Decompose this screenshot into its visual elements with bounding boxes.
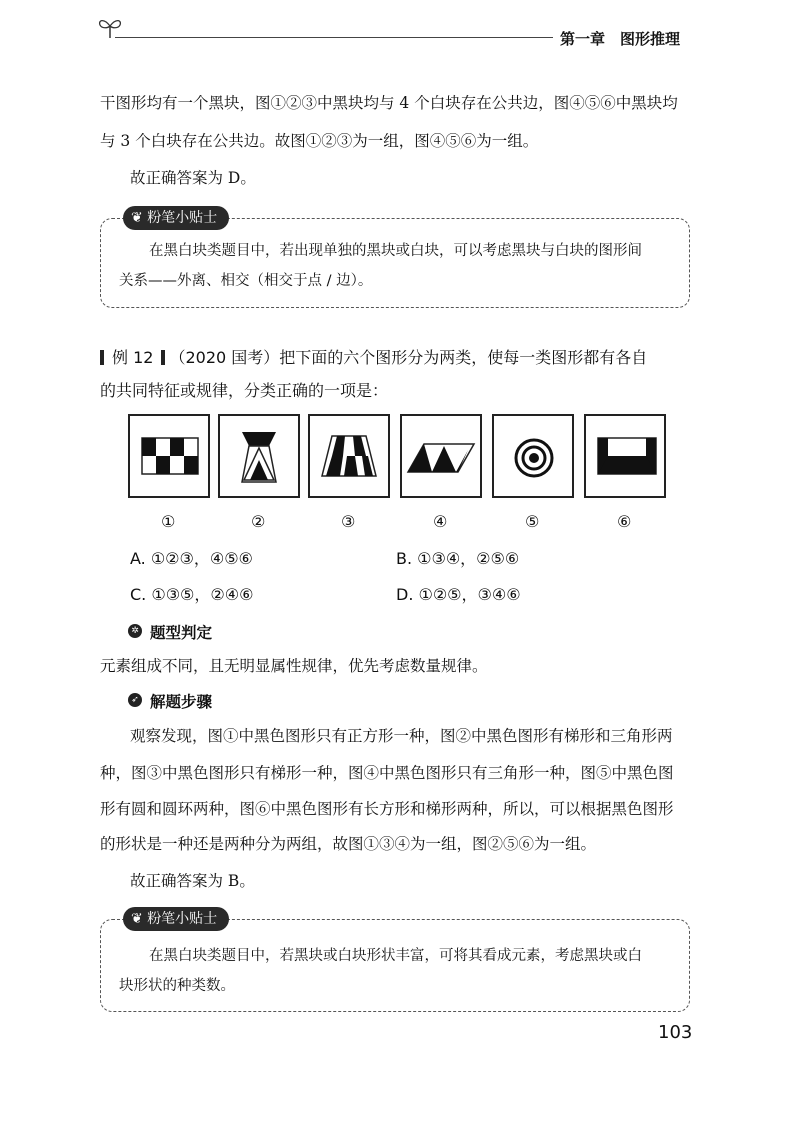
section-type-text: 元素组成不同，且无明显属性规律，优先考虑数量规律。 <box>100 657 488 675</box>
figure-3 <box>308 414 390 498</box>
figure-label-6: ⑥ <box>617 512 632 531</box>
chapter-title: 第一章 图形推理 <box>560 30 681 48</box>
example-tag-bar <box>100 350 104 365</box>
gear-icon: ✲ <box>128 624 142 638</box>
header-rule <box>115 37 553 38</box>
figure-1 <box>128 414 210 498</box>
figure-6 <box>584 414 666 498</box>
figure-2 <box>218 414 300 498</box>
section-type-title: 题型判定 <box>150 624 213 642</box>
example-heading <box>100 345 647 368</box>
option-a: A. ①②③，④⑤⑥ <box>130 549 253 568</box>
tip-box-1 <box>100 210 690 308</box>
intro-answer: 故正确答案为 D。 <box>130 169 256 187</box>
section-steps-title: 解题步骤 <box>150 693 213 711</box>
steps-line-4: 的形状是一种还是两种分为两组，故图①③④为一组，图②⑤⑥为一组。 <box>100 835 597 853</box>
tip-label-2: ❦ 粉笔小贴士 <box>123 907 229 931</box>
tip1-line-2: 关系——外离、相交（相交于点 / 边）。 <box>119 273 373 289</box>
sprout-icon: ❦ <box>131 911 148 927</box>
figure-5 <box>492 414 574 498</box>
intro-line-2: 与 3 个白块存在公共边。故图①②③为一组，图④⑤⑥为一组。 <box>100 132 539 150</box>
tip-box-2 <box>100 911 690 1012</box>
sprout-icon: ❦ <box>131 210 148 226</box>
steps-answer: 故正确答案为 B。 <box>130 872 255 890</box>
tip1-line-1: 在黑白块类题目中，若出现单独的黑块或白块，可以考虑黑块与白块的图形间 <box>149 243 642 259</box>
page-number: 103 <box>658 1022 693 1043</box>
figure-4 <box>400 414 482 498</box>
tip2-line-1: 在黑白块类题目中，若黑块或白块形状丰富，可将其看成元素，考虑黑块或白 <box>149 948 642 964</box>
compass-icon: ➶ <box>128 693 142 707</box>
tip2-line-2: 块形状的种类数。 <box>119 978 235 994</box>
figure-label-1: ① <box>161 512 176 531</box>
example-tag: 例 12 <box>112 348 154 367</box>
tip-label-1: ❦ 粉笔小贴士 <box>123 206 229 230</box>
figure-label-4: ④ <box>433 512 448 531</box>
option-c: C. ①③⑤，②④⑥ <box>130 585 254 604</box>
option-b: B. ①③④，②⑤⑥ <box>396 549 520 568</box>
option-d: D. ①②⑤，③④⑥ <box>396 585 521 604</box>
steps-line-3: 形有圆和圆环两种，图⑥中黑色图形有长方形和梯形两种，所以，可以根据黑色图形 <box>100 800 674 818</box>
example-line-1: （2020 国考）把下面的六个图形分为两类，使每一类图形都有各自 <box>169 348 648 367</box>
figure-label-5: ⑤ <box>525 512 540 531</box>
steps-line-2: 种，图③中黑色图形只有梯形一种，图④中黑色图形只有三角形一种，图⑤中黑色图 <box>100 764 674 782</box>
figure-label-3: ③ <box>341 512 356 531</box>
steps-line-1: 观察发现，图①中黑色图形只有正方形一种，图②中黑色图形有梯形和三角形两 <box>130 727 673 745</box>
figure-label-2: ② <box>251 512 266 531</box>
example-line-2: 的共同特征或规律，分类正确的一项是： <box>100 381 389 400</box>
intro-line-1: 干图形均有一个黑块，图①②③中黑块均与 4 个白块存在公共边，图④⑤⑥中黑块均 <box>100 94 678 112</box>
